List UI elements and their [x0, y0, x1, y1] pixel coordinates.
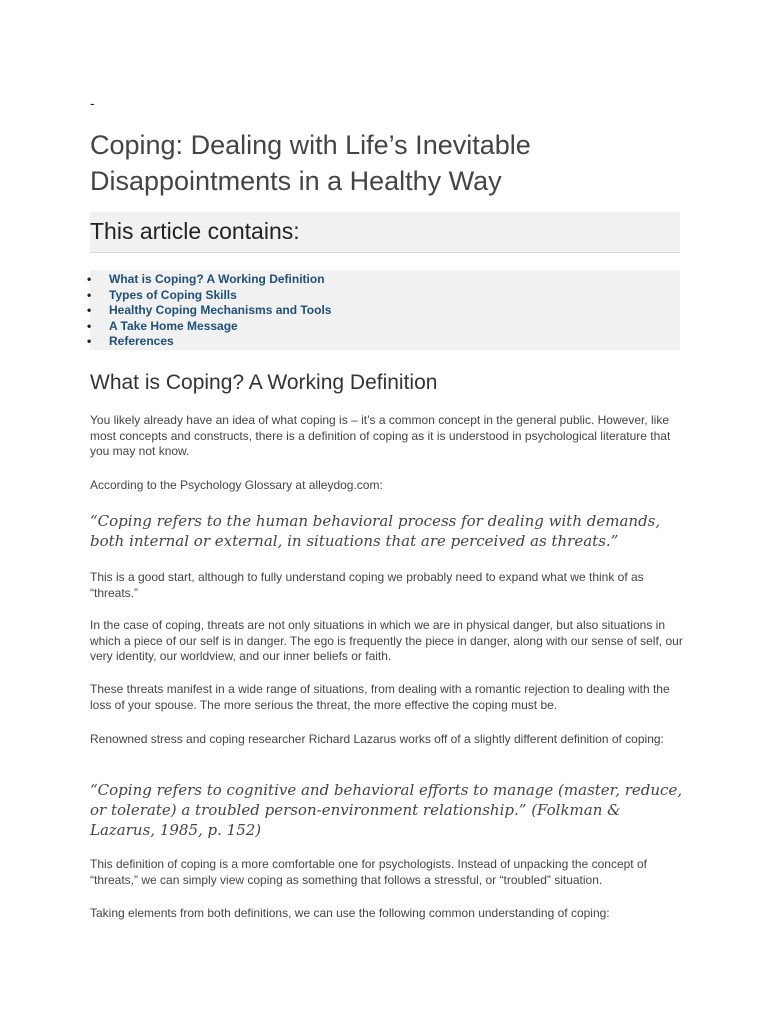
- paragraph-threat-range: These threats manifest in a wide range of situations, from dealing with a romantic rejection to dealing with the loss of your spouse. The more serious the threat, the more effective the coping must be.: [90, 682, 670, 712]
- table-of-contents: [87, 270, 680, 350]
- toc-item: [87, 272, 680, 288]
- paragraph-physical-danger: In the case of coping, threats are not only situations in which we are in physical danger, but also situations in which a piece of our self is in danger. The ego is frequently the piece in danger, along with our sense of self, our very identity, our worldview, and our inner beliefs or faith.: [90, 618, 683, 663]
- toc-link-take-home-message[interactable]: A Take Home Message: [109, 318, 238, 333]
- toc-item: [87, 318, 680, 335]
- toc-item: [87, 303, 680, 319]
- paragraph-lazarus: Renowned stress and coping researcher Richard Lazarus works off of a slightly different definition of coping:: [90, 732, 664, 746]
- toc-item: [87, 334, 680, 350]
- bullet-icon: •: [87, 303, 92, 318]
- contents-heading: This article contains:: [90, 218, 300, 244]
- toc-link-references[interactable]: References: [109, 334, 174, 349]
- bullet-icon: •: [87, 272, 92, 286]
- stray-mark: -: [90, 95, 95, 111]
- article-title: Coping: Dealing with Life’s Inevitable Disappointments in a Healthy Way: [90, 130, 531, 196]
- toc-link-what-is-coping[interactable]: What is Coping? A Working Definition: [109, 272, 325, 286]
- section-heading: What is Coping? A Working Definition: [90, 371, 438, 394]
- contents-header-box: [90, 212, 680, 253]
- toc-link-types-of-coping-skills[interactable]: Types of Coping Skills: [109, 287, 237, 302]
- paragraph-glossary: According to the Psychology Glossary at alleydog.com:: [90, 478, 383, 492]
- quote-lazarus: “Coping refers to cognitive and behavioral efforts to manage (master, reduce, or tolerate) a troubled person-environment relationship.” (Folkman & Lazarus, 1985, p. 152): [90, 781, 683, 839]
- bullet-icon: •: [87, 334, 92, 349]
- paragraph-intro: You likely already have an idea of what coping is – it’s a common concept in the general public. However, like most concepts and constructs, there is a definition of coping as it is understood in psychological literature that you may not know.: [90, 413, 671, 458]
- toc-link-healthy-coping-mechanisms[interactable]: Healthy Coping Mechanisms and Tools: [109, 303, 332, 318]
- bullet-icon: •: [87, 287, 92, 302]
- bullet-icon: •: [87, 318, 92, 333]
- paragraph-psychologists: This definition of coping is a more comfortable one for psychologists. Instead of unpacking the concept of “threats,” we can simply view coping as something that follows a stressful, or “troubled” situation.: [90, 857, 647, 887]
- paragraph-common-understanding: Taking elements from both definitions, we can use the following common understanding of coping:: [90, 906, 610, 920]
- toc-item: [87, 287, 680, 304]
- quote-alleydog: “Coping refers to the human behavioral process for dealing with demands, both internal or external, in situations that are perceived as threats.”: [90, 512, 661, 550]
- paragraph-threats: This is a good start, although to fully understand coping we probably need to expand what we think of as “threats.”: [90, 570, 644, 600]
- toc-list: [87, 270, 680, 350]
